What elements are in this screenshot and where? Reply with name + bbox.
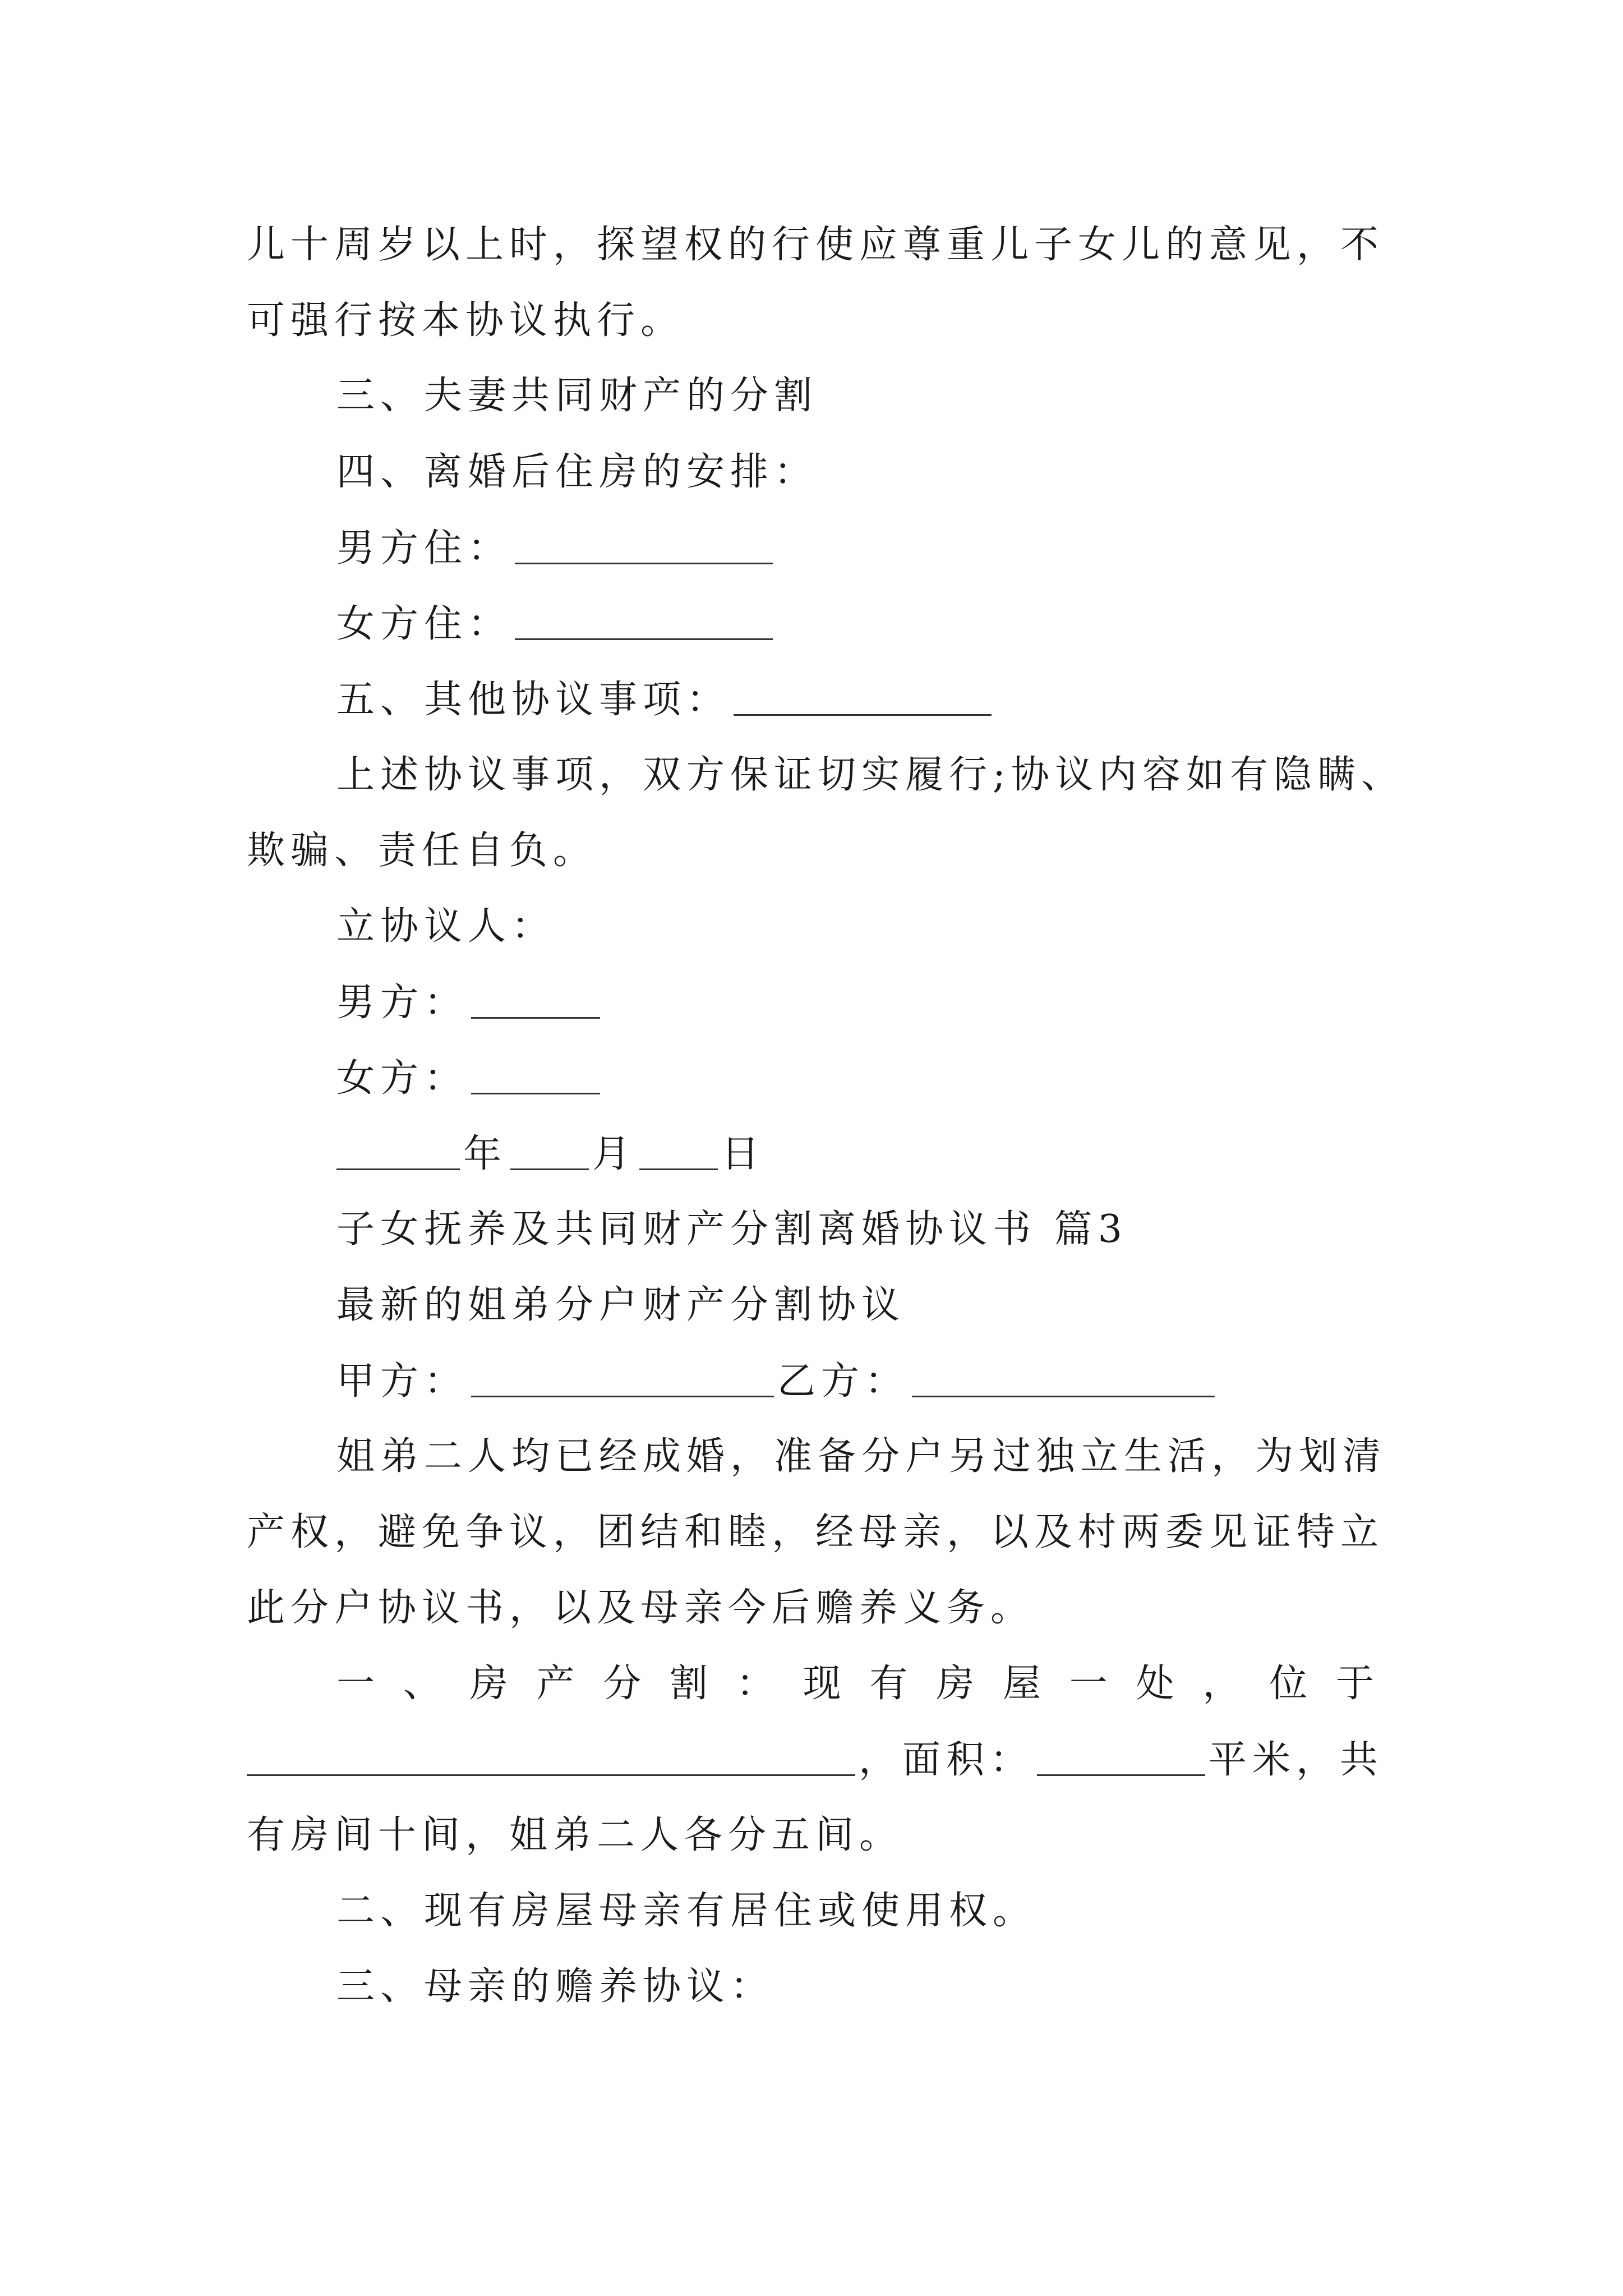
agreement-title: 最新的姐弟分户财产分割协议: [336, 1283, 906, 1327]
parties-row: [336, 1359, 1218, 1404]
rooms-line: 有房间十间，姐弟二人各分五间。: [247, 1813, 903, 1857]
male-signature-row: [336, 981, 603, 1025]
party-a-label: 甲方：: [336, 1359, 468, 1404]
location-blank: [247, 1741, 855, 1776]
location-area-row: [247, 1738, 1384, 1782]
female-residence-blank: [515, 605, 773, 640]
section-3-heading: 三、夫妻共同财产的分割: [336, 374, 818, 418]
male-residence-label: 男方住：: [336, 526, 512, 570]
female-residence-label: 女方住：: [336, 602, 512, 646]
day-label: 日: [721, 1132, 766, 1176]
party-b-label: 乙方：: [777, 1359, 909, 1404]
property-char: 位: [1269, 1662, 1313, 1706]
other-matters-blank: [734, 680, 992, 716]
female-residence-row: [336, 602, 776, 646]
year-label: 年: [463, 1132, 508, 1176]
clause-3: 三、母亲的赡养协议：: [336, 1964, 774, 2009]
male-signature-blank: [471, 983, 600, 1019]
property-division-line: [336, 1662, 1380, 1706]
guarantee-line-1: 上述协议事项，双方保证切实履行;协议内容如有隐瞒、: [336, 753, 1405, 797]
property-char: 于: [1335, 1662, 1380, 1706]
property-char: 房: [936, 1662, 980, 1706]
section-4-heading: 四、离婚后住房的安排：: [336, 450, 818, 494]
preamble-line-2: 产权，避免争议，团结和睦，经母亲，以及村两委见证特立: [247, 1510, 1385, 1554]
property-char: 现: [803, 1662, 847, 1706]
signatories-label: 立协议人：: [336, 904, 556, 949]
date-row: [336, 1132, 766, 1176]
property-char: 屋: [1002, 1662, 1046, 1706]
property-char: 房: [469, 1662, 514, 1706]
other-matters-row: [336, 678, 995, 722]
male-residence-row: [336, 526, 776, 570]
section-title: 子女抚养及共同财产分割离婚协议书 篇3: [336, 1207, 1128, 1251]
guarantee-line-2: 欺骗、责任自负。: [247, 829, 597, 873]
female-signature-label: 女方：: [336, 1056, 468, 1101]
property-char: 分: [603, 1662, 647, 1706]
property-char: ：: [736, 1662, 780, 1706]
property-char: 、: [403, 1662, 447, 1706]
property-char: 处: [1136, 1662, 1180, 1706]
female-signature-row: [336, 1056, 603, 1101]
month-label: 月: [592, 1132, 637, 1176]
property-char: 一: [1069, 1662, 1113, 1706]
property-char: 割: [669, 1662, 713, 1706]
property-char: 产: [536, 1662, 580, 1706]
party-b-blank: [912, 1362, 1215, 1397]
month-blank: [510, 1135, 589, 1170]
preamble-line-3: 此分户协议书，以及母亲今后赡养义务。: [247, 1586, 1035, 1630]
area-label: ，面积：: [859, 1738, 1034, 1782]
preamble-line-1: 姐弟二人均已经成婚，准备分户另过独立生活，为划清: [336, 1434, 1387, 1479]
paragraph-line-1: 儿十周岁以上时，探望权的行使应尊重儿子女儿的意见，不: [247, 223, 1385, 267]
other-matters-label: 五、其他协议事项：: [336, 678, 731, 722]
party-a-blank: [471, 1362, 774, 1397]
area-unit: 平米，共: [1209, 1738, 1384, 1782]
paragraph-line-2: 可强行按本协议执行。: [247, 298, 685, 343]
day-blank: [639, 1135, 718, 1170]
property-char: ，: [1202, 1662, 1247, 1706]
property-char: 一: [336, 1662, 381, 1706]
clause-2: 二、现有房屋母亲有居住或使用权。: [336, 1889, 1037, 1933]
area-blank: [1037, 1741, 1205, 1776]
female-signature-blank: [471, 1059, 600, 1094]
male-residence-blank: [515, 529, 773, 564]
year-blank: [336, 1135, 460, 1170]
male-signature-label: 男方：: [336, 981, 468, 1025]
property-char: 有: [869, 1662, 914, 1706]
